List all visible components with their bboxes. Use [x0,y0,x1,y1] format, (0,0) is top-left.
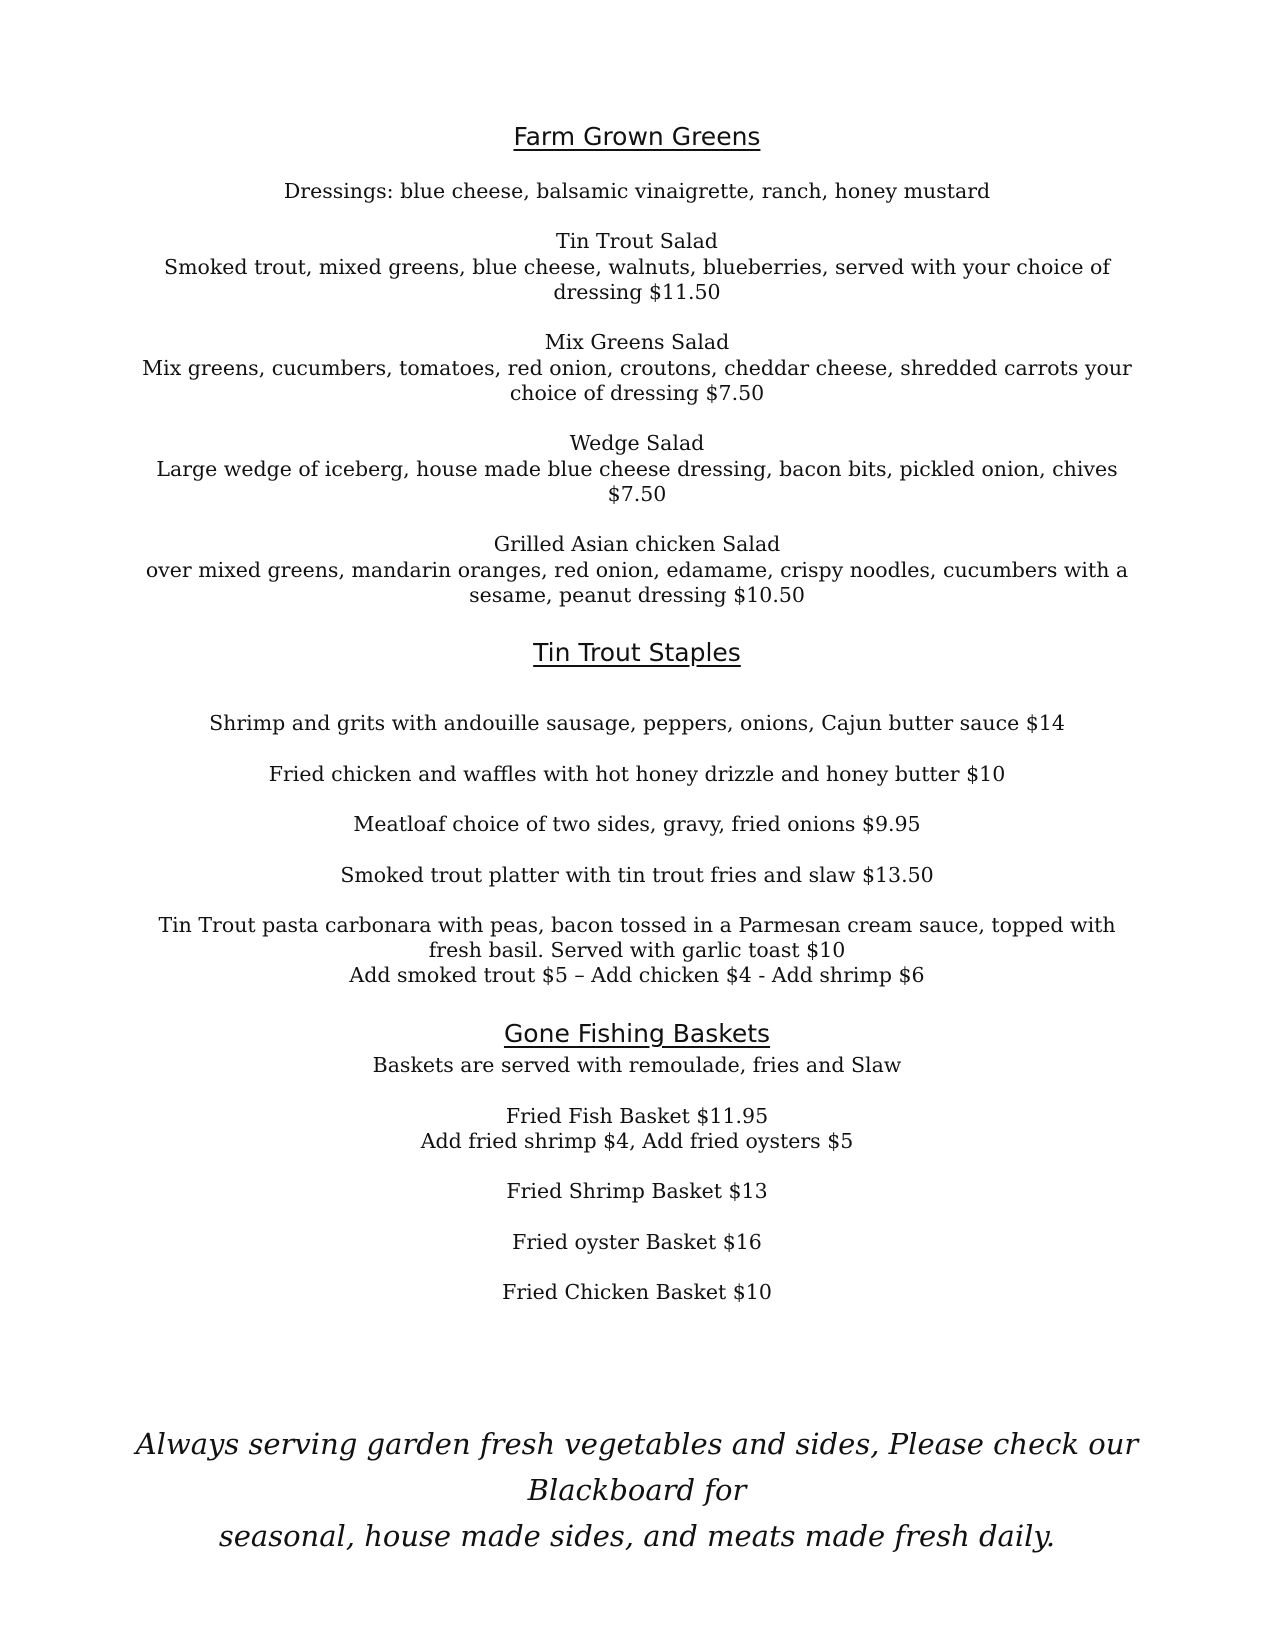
item-description: dressing $11.50 [553,280,721,304]
section-title-baskets: Gone Fishing Baskets [503,1019,771,1048]
section-title-greens: Farm Grown Greens [513,122,761,151]
pasta-addons: Add smoked trout $5 – Add chicken $4 - Add shrimp $6 [349,963,925,987]
footer-line: seasonal, house made sides, and meats made fresh daily. [218,1519,1056,1553]
item-description: choice of dressing $7.50 [509,381,765,405]
basket-item: Fried Chicken Basket $10 [502,1280,772,1304]
basket-item: Fried oyster Basket $16 [512,1230,762,1254]
staple-item: Shrimp and grits with andouille sausage, peppers, onions, Cajun butter sauce $14 [209,711,1065,735]
item-description: over mixed greens, mandarin oranges, red onion, edamame, crispy noodles, cucumbers with a [145,558,1129,582]
item-description: Mix greens, cucumbers, tomatoes, red onion, croutons, cheddar cheese, shredded carrots your [142,356,1132,380]
dressings-line: Dressings: blue cheese, balsamic vinaigrette, ranch, honey mustard [283,179,991,203]
staple-item: Smoked trout platter with tin trout fries and slaw $13.50 [340,863,934,887]
pasta-description: Tin Trout pasta carbonara with peas, bacon tossed in a Parmesan cream sauce, topped with [158,913,1116,937]
item-name: Wedge Salad [569,431,705,455]
basket-item: Fried Shrimp Basket $13 [506,1179,768,1203]
item-description: Smoked trout, mixed greens, blue cheese, walnuts, blueberries, served with your choice of [164,255,1110,279]
section-title-staples: Tin Trout Staples [533,638,741,667]
pasta-description: fresh basil. Served with garlic toast $10 [428,938,846,962]
item-description: Large wedge of iceberg, house made blue cheese dressing, bacon bits, pickled onion, chives [156,457,1118,481]
item-name: Mix Greens Salad [544,330,730,354]
footer-note [100,1421,1174,1559]
staple-item: Fried chicken and waffles with hot honey drizzle and honey butter $10 [268,762,1006,786]
basket-item: Fried Fish Basket $11.95 [505,1104,769,1128]
basket-addons: Add fried shrimp $4, Add fried oysters $5 [420,1129,854,1153]
staple-item: Meatloaf choice of two sides, gravy, fried onions $9.95 [353,812,921,836]
item-description: $7.50 [607,482,667,506]
item-description: sesame, peanut dressing $10.50 [469,583,805,607]
baskets-intro: Baskets are served with remoulade, fries and Slaw [372,1053,902,1077]
item-name: Tin Trout Salad [556,229,718,253]
item-name: Grilled Asian chicken Salad [493,532,781,556]
footer-line: Always serving garden fresh vegetables and sides, Please check our Blackboard for [135,1427,1139,1507]
